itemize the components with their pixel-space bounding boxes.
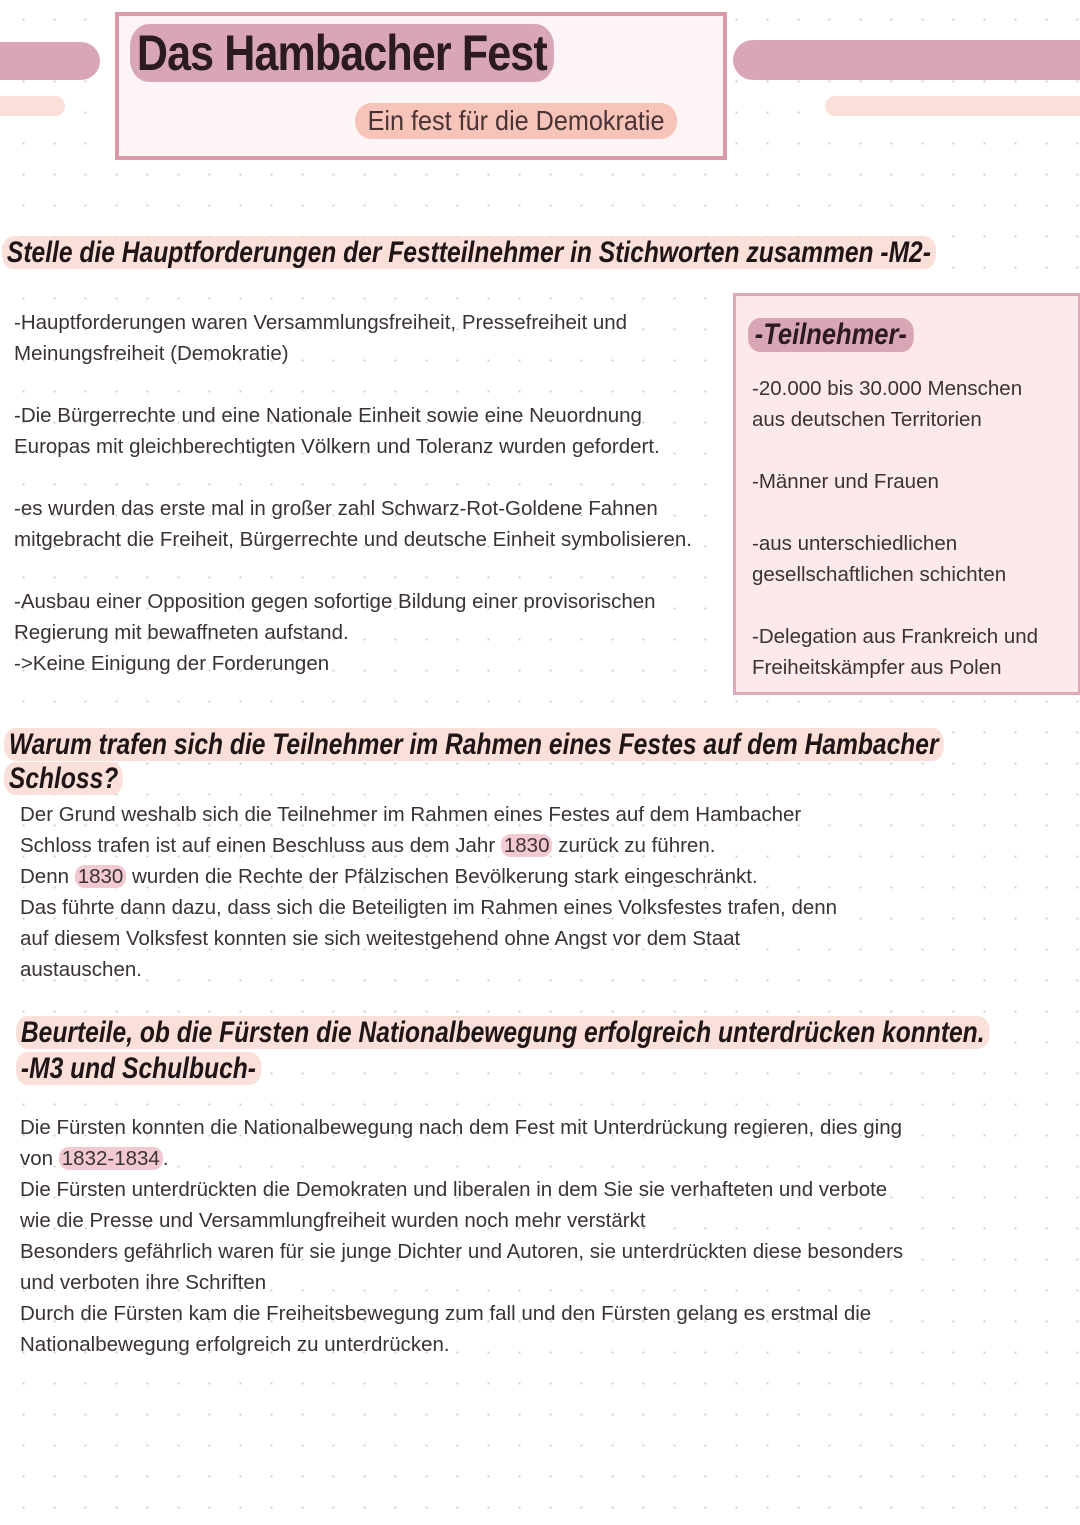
list-line: -Ausbau einer Opposition gegen sofortige Bildung einer provisorischen (14, 590, 656, 613)
list-line: Freiheitskämpfer aus Polen (752, 656, 1002, 679)
section1-list (14, 307, 729, 679)
list-line: -Männer und Frauen (752, 470, 939, 493)
list-line: Regierung mit bewaffneten aufstand. (14, 621, 349, 644)
decor-bar-right (733, 40, 1080, 80)
participants-heading: -Teilnehmer- (748, 318, 914, 352)
text-line: auf diesem Volksfest konnten sie sich weitestgehend ohne Angst vor dem Staat (20, 927, 741, 950)
list-line: gesellschaftlichen schichten (752, 563, 1007, 586)
year-highlight: 1830 (501, 834, 553, 857)
list-line: aus deutschen Territorien (752, 408, 982, 431)
page-subtitle: Ein fest für die Demokratie (355, 103, 677, 139)
text-line: Besonders gefährlich waren für sie junge Dichter und Autoren, sie unterdrückten diese besonders (20, 1240, 904, 1263)
decor-bar-left (0, 42, 100, 80)
list-line: -aus unterschiedlichen (752, 532, 958, 555)
list-line: -Die Bürgerrechte und eine Nationale Einheit sowie eine Neuordnung (14, 404, 642, 427)
list-line: ->Keine Einigung der Forderungen (14, 652, 330, 675)
text-line: von 1832-1834 . (20, 1147, 169, 1170)
section1-heading: Stelle die Hauptforderungen der Festteilnehmer in Stichworten zusammen -M2- (2, 236, 936, 270)
text-line: Schloss trafen ist auf einen Beschluss aus dem Jahr 1830 zurück zu führen. (20, 834, 716, 857)
text-line: Der Grund weshalb sich die Teilnehmer im Rahmen eines Festes auf dem Hambacher (20, 803, 802, 826)
text-line: Das führte dann dazu, dass sich die Beteiligten im Rahmen eines Volksfestes trafen, denn (20, 896, 838, 919)
text-line: Durch die Fürsten kam die Freiheitsbewegung zum fall und den Fürsten gelang es erstmal die (20, 1302, 872, 1325)
year-highlight: 1830 (75, 865, 127, 888)
list-line: mitgebracht die Freiheit, Bürgerrechte und deutsche Einheit symbolisieren. (14, 528, 692, 551)
text-line: Denn 1830 wurden die Rechte der Pfälzischen Bevölkerung stark eingeschränkt. (20, 865, 758, 888)
text-line: Die Fürsten konnten die Nationalbewegung nach dem Fest mit Unterdrückung regieren, dies ging (20, 1116, 903, 1139)
page-title: Das Hambacher Fest (130, 24, 554, 82)
text-line: Die Fürsten unterdrückten die Demokraten und liberalen in dem Sie sie verhafteten und verbote (20, 1178, 888, 1201)
decor-bar-left-light (0, 96, 65, 116)
text-line: und verboten ihre Schriften (20, 1271, 267, 1294)
decor-bar-right-light (825, 96, 1080, 116)
years-highlight: 1832-1834 (59, 1147, 163, 1170)
section2-text (20, 799, 920, 985)
list-line: -Hauptforderungen waren Versammlungsfreiheit, Pressefreiheit und (14, 311, 628, 334)
text-line: Nationalbewegung erfolgreich zu unterdrücken. (20, 1333, 450, 1356)
list-line: Europas mit gleichberechtigten Völkern und Toleranz wurden gefordert. (14, 435, 660, 458)
list-line: -Delegation aus Frankreich und (752, 625, 1039, 648)
text-line: austauschen. (20, 958, 142, 981)
section2-heading: Warum trafen sich die Teilnehmer im Rahmen eines Festes auf dem Hambacher Schloss? (4, 728, 943, 796)
list-line: -20.000 bis 30.000 Menschen (752, 377, 1023, 400)
text-line: wie die Presse und Versammlungfreiheit wurden noch mehr verstärkt (20, 1209, 646, 1232)
section3-heading: Beurteile, ob die Fürsten die Nationalbewegung erfolgreich unterdrücken konnten. -M3 und Schulbuch- (16, 1016, 989, 1086)
section3-text (20, 1112, 980, 1360)
list-line: Meinungsfreiheit (Demokratie) (14, 342, 289, 365)
participants-list (752, 373, 1072, 683)
list-line: -es wurden das erste mal in großer zahl Schwarz-Rot-Goldene Fahnen (14, 497, 658, 520)
